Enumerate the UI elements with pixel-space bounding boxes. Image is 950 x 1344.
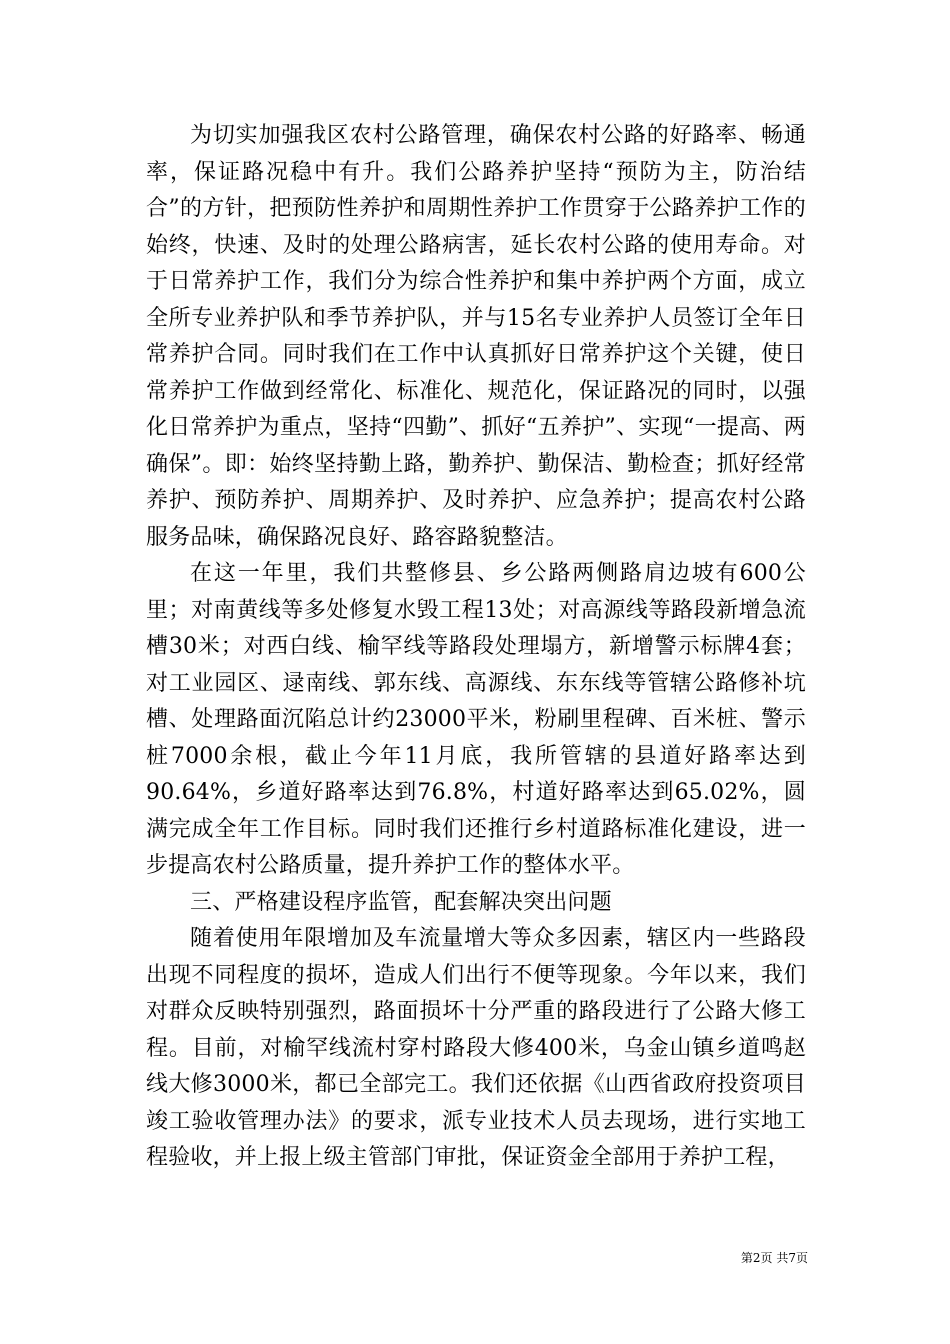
page-number: 第2页 共7页 (740, 1251, 808, 1265)
section-heading: 三、严格建设程序监管，配套解决突出问题 (190, 889, 612, 915)
paragraph-major-repairs: 随着使用年限增加及车流量增大等众多因素，辖区内一些路段出现不同程度的损坏，造成人们出行不便等现象。今年以来，我们对群众反映特别强烈，路面损坏十分严重的路段进行了公路大修工程。目前，对榆罕线流村穿村路段大修400米，乌金山镇乡道鸣赵线大修3000米，都已全部完工。我们还依据《山西省政府投资项目竣工验收管理办法》的要求，派专业技术人员去现场，进行实地工程验收，并上报上级主管部门审批，保证资金全部用于养护工程， (146, 926, 806, 1170)
paragraph-routine-maintenance: 为切实加强我区农村公路管理，确保农村公路的好路率、畅通率，保证路况稳中有升。我们公路养护坚持“预防为主，防治结合”的方针，把预防性养护和周期性养护工作贯穿于公路养护工作的始终，快速、及时的处理公路病害，延长农村公路的使用寿命。对于日常养护工作，我们分为综合性养护和集中养护两个方面，成立全所专业养护队和季节养护队，并与15名专业养护人员签订全年日常养护合同。同时我们在工作中认真抓好日常养护这个关键，使日常养护工作做到经常化、标准化、规范化，保证路况的同时，以强化日常养护为重点，坚持“四勤”、抓好“五养护”、实现“一提高、两确保”。即：始终坚持勤上路，勤养护、勤保洁、勤检查；抓好经常养护、预防养护、周期养护、及时养护、应急养护；提高农村公路服务品味，确保路况良好、路容路貌整洁。 (146, 123, 806, 550)
document-body (146, 118, 806, 1177)
paragraph-annual-results: 在这一年里，我们共整修县、乡公路两侧路肩边坡有600公里；对南黄线等多处修复水毁工程13处；对高源线等路段新增急流槽30米；对西白线、榆罕线等路段处理塌方，新增警示标牌4套；对工业园区、逯南线、郭东线、高源线、东东线等管辖公路修补坑槽、处理路面沉陷总计约23000平米，粉刷里程碑、百米桩、警示桩7000余根，截止今年11月底，我所管辖的县道好路率达到90.64%，乡道好路率达到76.8%，村道好路率达到65.02%，圆满完成全年工作目标。同时我们还推行乡村道路标准化建设，进一步提高农村公路质量，提升养护工作的整体水平。 (146, 561, 806, 878)
